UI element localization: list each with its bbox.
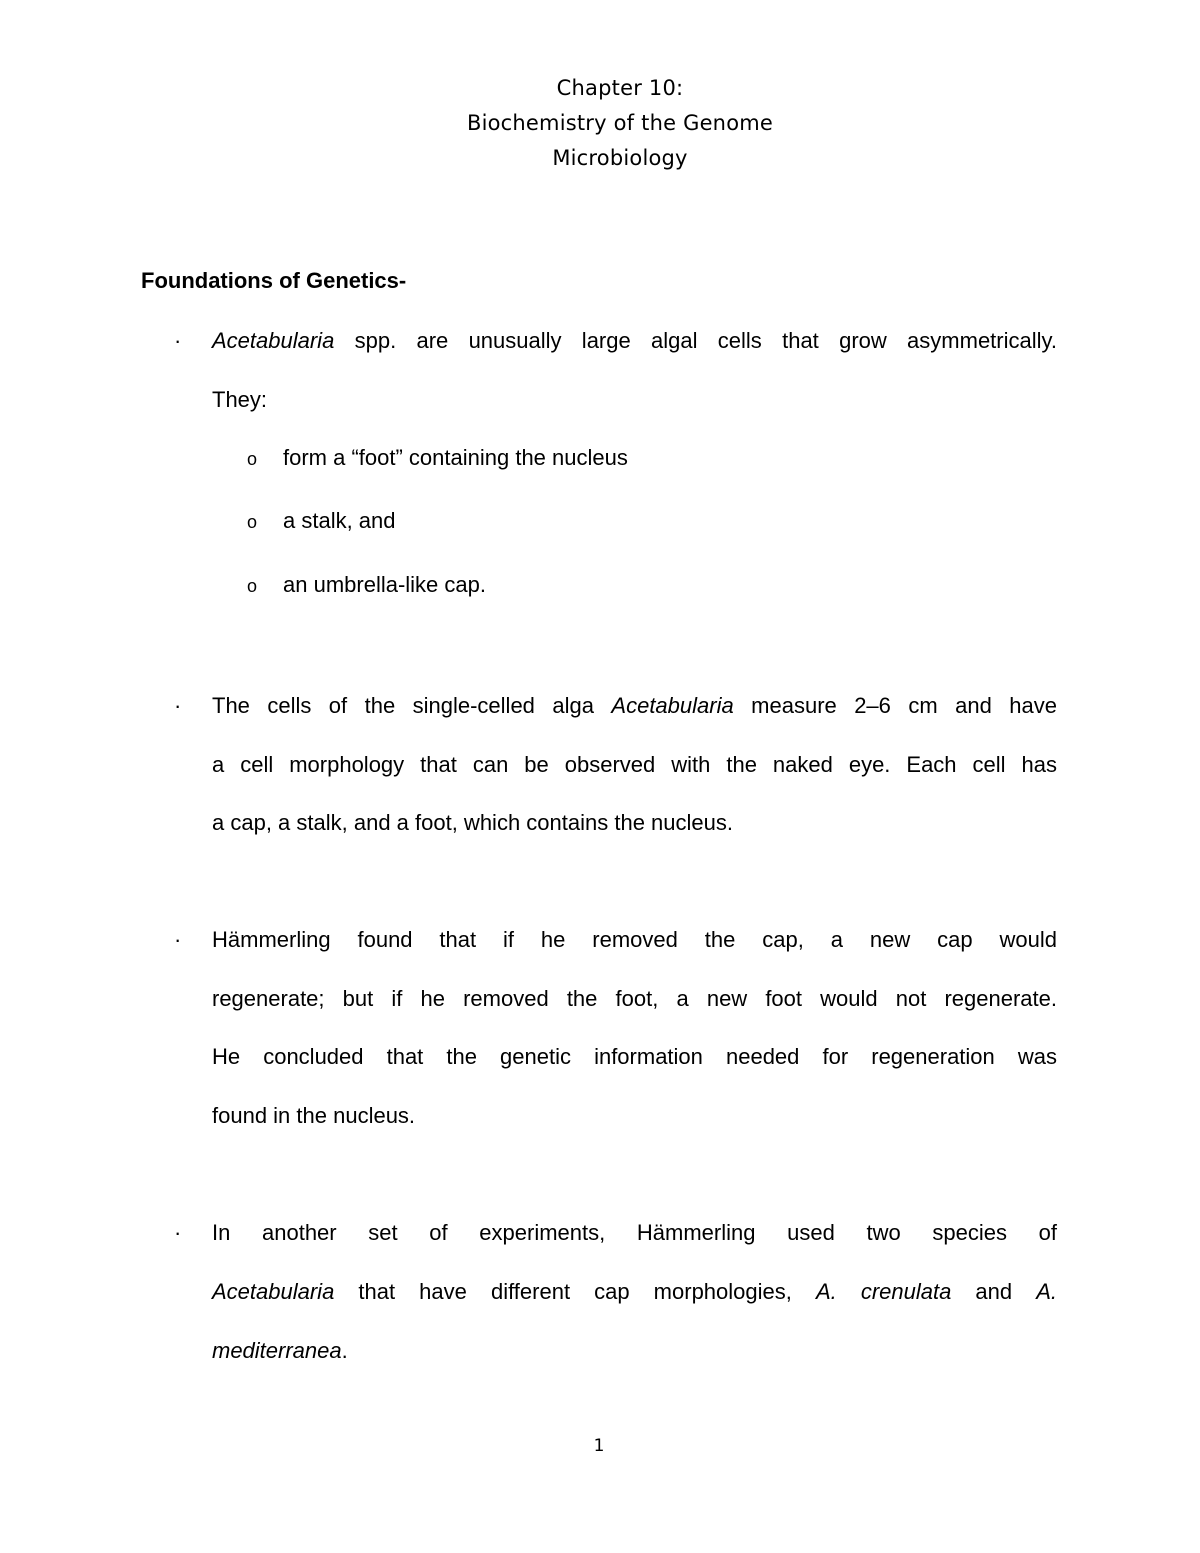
- paragraph-3-line-2: regenerate; but if he removed the foot, a new foot would not regenerate.: [212, 986, 1057, 1011]
- paragraph-text: that have different cap morphologies,: [334, 1279, 816, 1304]
- page-number: 1: [593, 1436, 605, 1456]
- italic-term: Acetabularia: [611, 693, 734, 718]
- sub-item-1: form a “foot” containing the nucleus: [283, 445, 628, 470]
- chapter-title: Biochemistry of the Genome: [466, 111, 774, 135]
- paragraph-3-line-3: He concluded that the genetic information needed for regeneration was: [212, 1044, 1057, 1069]
- sub-item-2: a stalk, and: [283, 508, 396, 533]
- paragraph-text: measure 2–6 cm and have: [733, 693, 1057, 718]
- paragraph-text: and: [951, 1279, 1037, 1304]
- paragraph-2-line-1: [212, 693, 1057, 719]
- chapter-label: Chapter 10:: [556, 76, 684, 100]
- paragraph-3-line-1: Hämmerling found that if he removed the cap, a new cap would: [212, 927, 1057, 952]
- paragraph-4-line-3: [212, 1338, 348, 1364]
- italic-term: Acetabularia: [212, 328, 335, 353]
- bullet-marker: ·: [174, 1220, 182, 1245]
- paragraph-3-line-4: found in the nucleus.: [212, 1103, 416, 1128]
- paragraph-1-line-1: [212, 328, 1057, 354]
- italic-term: mediterranea: [212, 1338, 342, 1363]
- section-heading: Foundations of Genetics-: [141, 268, 407, 293]
- paragraph-text: .: [341, 1338, 348, 1363]
- paragraph-text: The cells of the single-celled alga: [212, 693, 612, 718]
- paragraph-2-line-3: a cap, a stalk, and a foot, which contains the nucleus.: [212, 810, 733, 835]
- course-name: Microbiology: [552, 146, 688, 170]
- bullet-marker: ·: [174, 693, 182, 718]
- paragraph-4-line-1: In another set of experiments, Hämmerling used two species of: [212, 1220, 1057, 1245]
- italic-term: A. crenulata: [815, 1279, 952, 1304]
- sub-item-3: an umbrella-like cap.: [283, 572, 486, 597]
- sub-bullet-marker: o: [247, 449, 258, 469]
- italic-term: Acetabularia: [212, 1279, 335, 1304]
- bullet-marker: ·: [174, 927, 182, 952]
- paragraph-text: spp. are unusually large algal cells that grow asymmetrically.: [334, 328, 1057, 353]
- bullet-marker: ·: [174, 328, 182, 353]
- paragraph-2-line-2: a cell morphology that can be observed with the naked eye. Each cell has: [212, 752, 1057, 777]
- sub-bullet-marker: o: [247, 576, 258, 596]
- paragraph-4-line-2: [212, 1279, 1057, 1305]
- paragraph-1-line-2: They:: [212, 387, 268, 412]
- italic-term: A.: [1036, 1279, 1057, 1304]
- sub-bullet-marker: o: [247, 512, 258, 532]
